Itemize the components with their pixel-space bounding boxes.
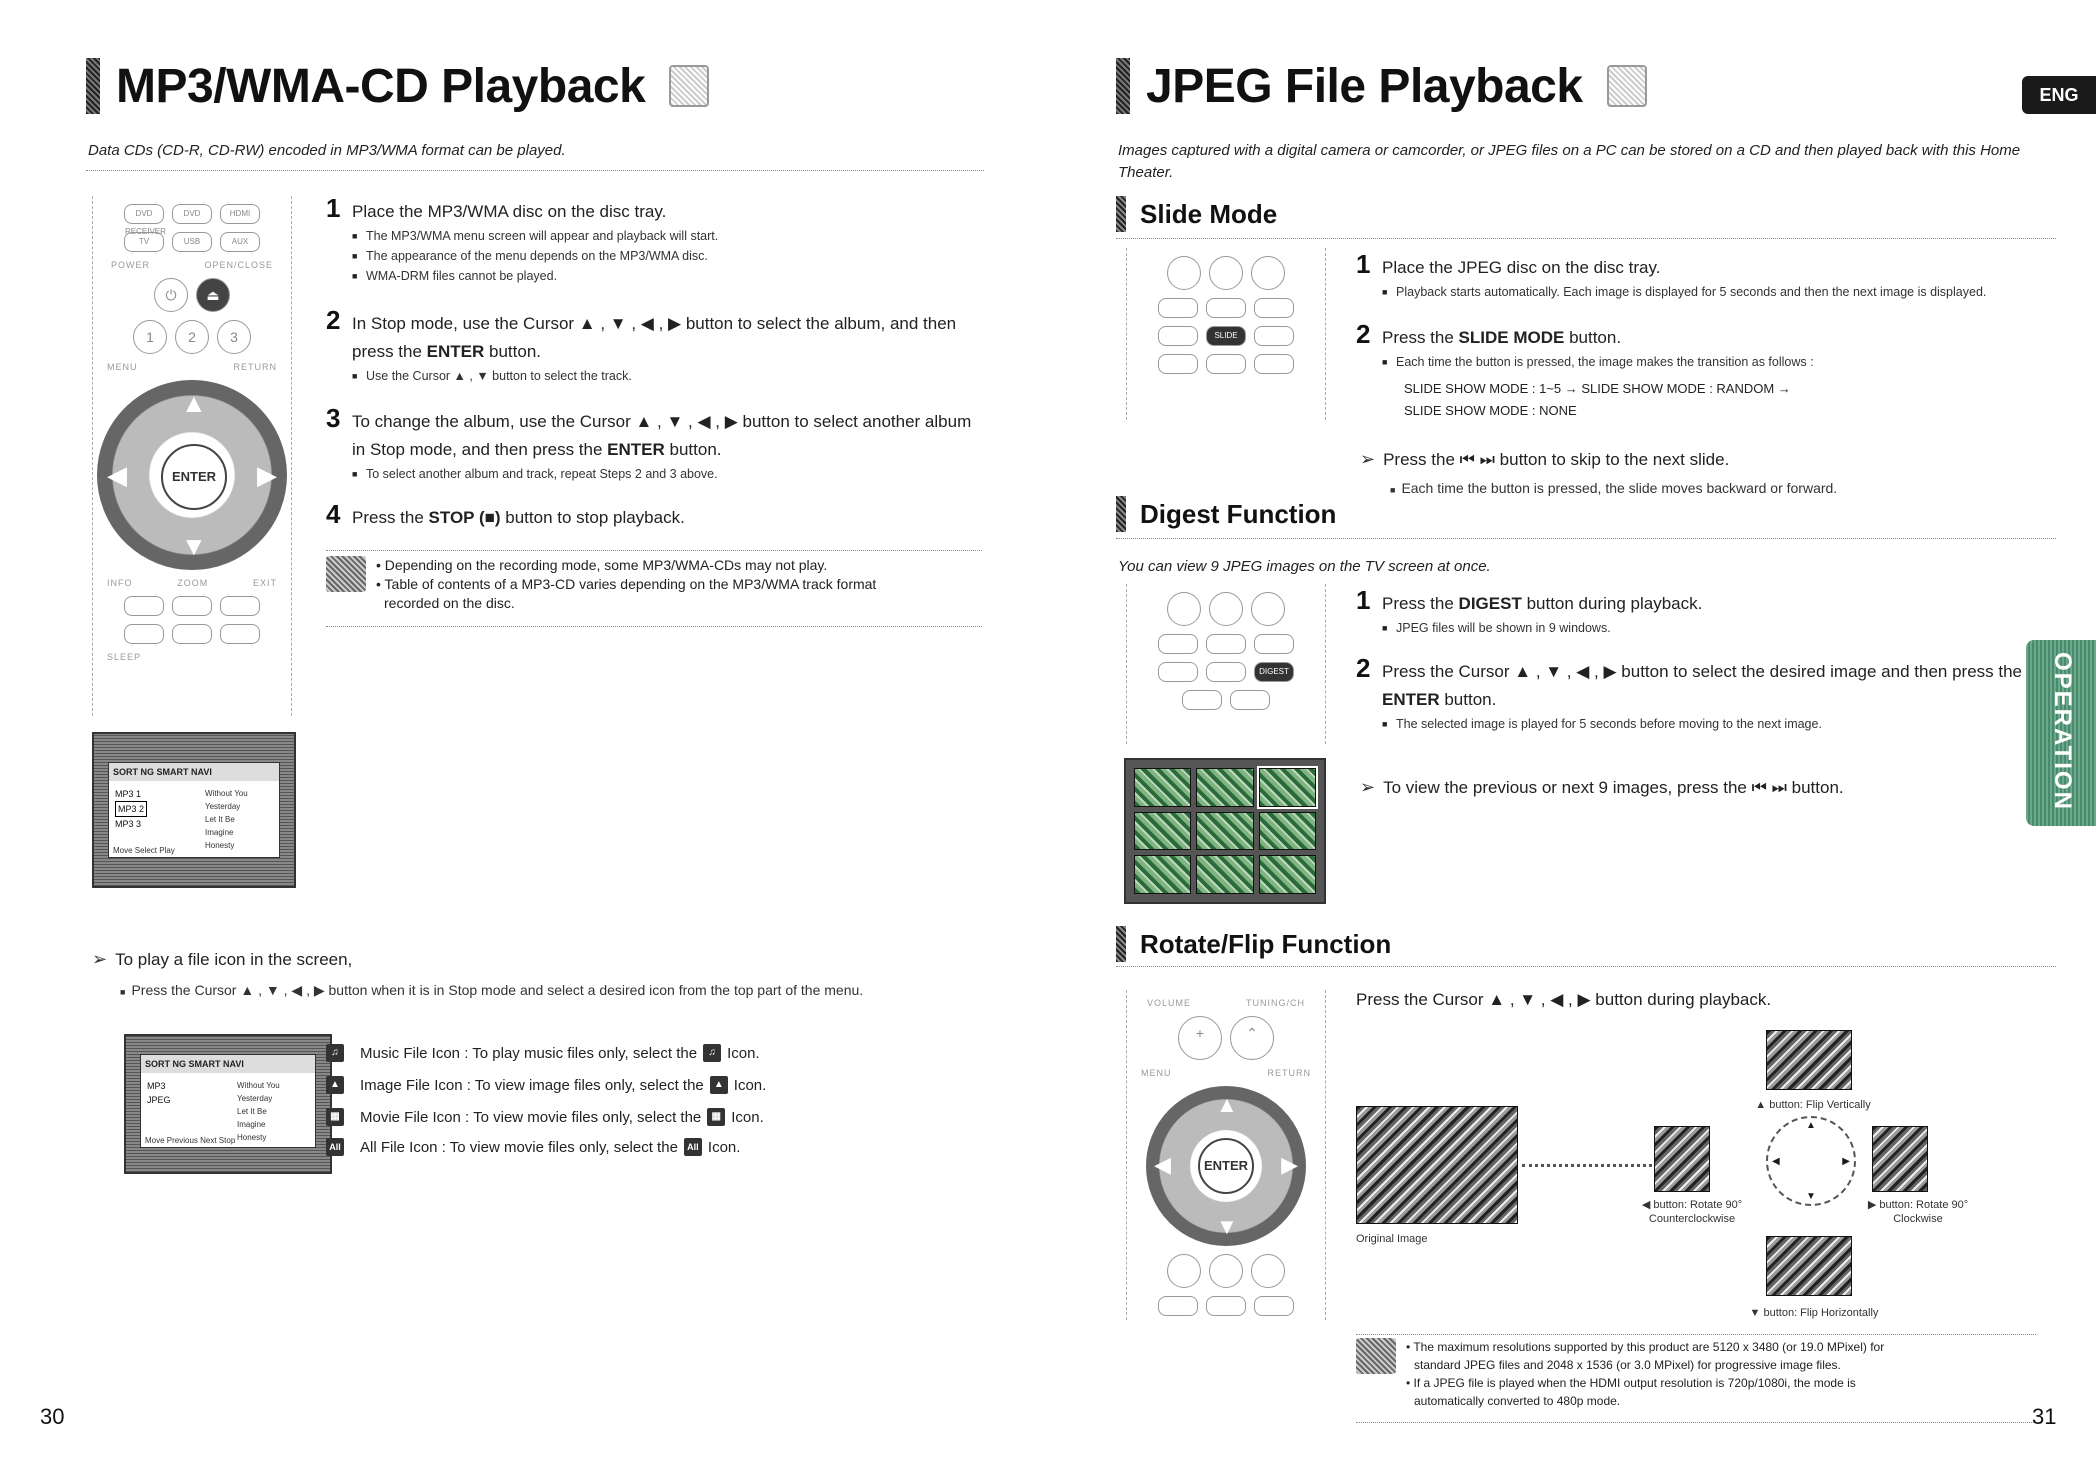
remote-button: DVD RECEIVER (124, 204, 164, 224)
remote-label: ZOOM (177, 578, 209, 588)
remote-button (1209, 592, 1243, 626)
rotate-cw-image (1872, 1126, 1928, 1192)
digest-heading: Digest Function (1116, 496, 1336, 532)
step-bullets (352, 226, 986, 286)
step-bullets (1382, 282, 2036, 302)
remote-partial-slide (1126, 248, 1326, 420)
album-list (147, 1079, 171, 1107)
page-number: 31 (2032, 1404, 2057, 1429)
remote-button (1158, 354, 1198, 374)
note-lines (1406, 1338, 1884, 1410)
tuning-label: TUNING/CH (1246, 998, 1305, 1008)
divider (326, 550, 982, 551)
title-bar-decoration (86, 58, 100, 114)
open-close-label: OPEN/CLOSE (204, 260, 273, 270)
remote-button (1158, 634, 1198, 654)
down-arrow-icon: ▼ (181, 531, 207, 561)
mp3-menu-screen (92, 732, 296, 888)
track-item: Honesty (237, 1133, 267, 1142)
all-file-icon: All (326, 1138, 344, 1156)
remote-button (1254, 326, 1294, 346)
step-number: 1 (1356, 249, 1371, 279)
remote-illustration (92, 196, 292, 716)
note-box (326, 556, 986, 613)
down-arrow-icon: ▼ (1216, 1214, 1238, 1239)
note-line: • If a JPEG file is played when the HDMI output resolution is 720p/1080i, the mode is (1406, 1376, 1856, 1390)
flip-horizontal-image (1766, 1236, 1852, 1296)
screen-footer: Move Select Play (113, 846, 175, 855)
remote-button (124, 624, 164, 644)
image-file-row: ▲ Image File Icon : To view image files only, select the ▲ Icon. (326, 1076, 766, 1094)
remote-button (124, 596, 164, 616)
digest-step-1 (1356, 585, 2036, 638)
step-text: In Stop mode, use the Cursor ▲ , ▼ , ◀ , ▶ button to select the album, and then press the ENTER button. (352, 314, 957, 361)
step-1 (326, 193, 986, 286)
step-number: 3 (326, 403, 341, 433)
step-number: 2 (1356, 319, 1371, 349)
bullet-item: ■ To select another album and track, repeat Steps 2 and 3 above. (352, 464, 986, 484)
file-icon-tip: ➢ To play a file icon in the screen, (92, 949, 353, 969)
album-item: MP3 3 (115, 819, 142, 829)
divider (1116, 238, 2056, 239)
divider (326, 626, 982, 627)
left-arrow-icon: ◀ (1154, 1152, 1171, 1177)
cursor-dpad (1146, 1086, 1306, 1246)
rotate-heading: Rotate/Flip Function (1116, 926, 1391, 962)
remote-button (220, 624, 260, 644)
step-text: Press the STOP (■) button to stop playback. (352, 508, 685, 527)
remote-button (1206, 662, 1246, 682)
remote-button (1167, 256, 1201, 290)
thumbnail (1134, 855, 1191, 894)
bullet-item: ■ The MP3/WMA menu screen will appear and playback will start. (352, 226, 986, 246)
remote-button (1254, 634, 1294, 654)
thumbnail (1134, 812, 1191, 851)
note-line: • Table of contents of a MP3-CD varies depending on the MP3/WMA track format (376, 576, 877, 592)
right-arrow-icon: ▶ (257, 460, 277, 490)
file-icon-menu-screen (124, 1034, 332, 1174)
slide-mode-button: SLIDE MODE (1206, 326, 1246, 346)
slide-step-2 (1356, 319, 2036, 422)
page-number: 30 (40, 1404, 65, 1429)
remote-button: HDMI (220, 204, 260, 224)
remote-button (1206, 298, 1246, 318)
album-item: MP3 2 (115, 801, 147, 817)
divider (1356, 1334, 2036, 1335)
thumbnail-selected (1259, 768, 1316, 807)
step-number: 1 (1356, 585, 1371, 615)
menu-label: MENU (1141, 1068, 1172, 1078)
note-line: • Depending on the recording mode, some MP3/WMA-CDs may not play. (376, 557, 828, 573)
track-list (237, 1079, 280, 1144)
step-text: Press the DIGEST button during playback. (1382, 594, 1703, 613)
track-item: Honesty (205, 841, 235, 850)
original-image-caption: Original Image (1356, 1233, 1428, 1245)
remote-button (1206, 1296, 1246, 1316)
remote-button: AUX (220, 232, 260, 252)
disc-icon (1607, 65, 1647, 107)
remote-button (1251, 1254, 1285, 1288)
step-text: Press the Cursor ▲ , ▼ , ◀ , ▶ button to select the desired image and then press the ENTER button. (1382, 662, 2022, 709)
screen-header: SORT NG SMART NAVI (141, 1055, 315, 1073)
step-3 (326, 403, 986, 484)
track-item: Without You (237, 1081, 280, 1090)
right-page (1048, 0, 2096, 1460)
music-file-row: ♫ Music File Icon : To play music files only, select the ♫ Icon. (326, 1044, 760, 1062)
up-arrow-icon: ▲ (181, 388, 207, 418)
image-file-icon: ▲ (326, 1076, 344, 1094)
remote-button (1206, 354, 1246, 374)
slide-mode-heading: Slide Mode (1116, 196, 1277, 232)
note-line: recorded on the disc. (384, 595, 515, 611)
remote-label: SLEEP (107, 652, 142, 662)
movie-file-icon: ▦ (326, 1108, 344, 1126)
step-2 (326, 305, 986, 386)
screen-inner (140, 1054, 316, 1148)
enter-button: ENTER (161, 444, 227, 510)
tip-arrow-icon: ➢ (92, 949, 108, 969)
note-line: standard JPEG files and 2048 x 1536 (or 3.0 MPixel) for progressive image files. (1414, 1358, 1841, 1372)
power-label: POWER (111, 260, 151, 270)
skip-tip: ➢ Press the ⏮ ⏭ button to skip to the next slide. (1360, 449, 1730, 469)
step-text: Press the SLIDE MODE button. (1382, 328, 1622, 347)
album-list (115, 787, 147, 831)
thumbnail (1134, 768, 1191, 807)
screen-footer: Move Previous Next Stop (145, 1136, 236, 1145)
original-image (1356, 1106, 1518, 1224)
thumbnail (1259, 812, 1316, 851)
step-bullets (352, 464, 986, 484)
music-file-icon: ♫ (703, 1044, 721, 1062)
left-arrow-icon: ◀ (107, 460, 127, 490)
album-item: MP3 1 (115, 789, 142, 799)
step-text: Place the JPEG disc on the disc tray. (1382, 258, 1661, 277)
note-pencil-icon (326, 556, 366, 592)
note-line: automatically converted to 480p mode. (1414, 1394, 1621, 1408)
step-bullets (1382, 714, 2036, 734)
tuning-icon: ⌃ (1230, 1016, 1274, 1060)
slide-step-1 (1356, 249, 2036, 302)
remote-label: EXIT (252, 578, 277, 588)
remote-button (1158, 326, 1198, 346)
flip-vertical-image (1766, 1030, 1852, 1090)
all-file-row: All All File Icon : To view movie files only, select the All Icon. (326, 1138, 740, 1156)
heading-bar-decoration (1116, 196, 1126, 232)
thumbnail (1259, 855, 1316, 894)
remote-button: DVD (172, 204, 212, 224)
digest-button: DIGEST (1254, 662, 1294, 682)
music-file-icon: ♫ (326, 1044, 344, 1062)
power-icon: ⏻ (154, 278, 188, 312)
remote-button (1230, 690, 1270, 710)
remote-button (1167, 1254, 1201, 1288)
bullet-item: ■ WMA-DRM files cannot be played. (352, 266, 986, 286)
divider (86, 170, 984, 171)
track-item: Let It Be (205, 815, 235, 824)
note-lines (376, 556, 876, 613)
note-pencil-icon (1356, 1338, 1396, 1374)
remote-partial-rotate (1126, 990, 1326, 1320)
eject-icon: ⏏ (196, 278, 230, 312)
heading-bar-decoration (1116, 496, 1126, 532)
menu-label: MENU (107, 362, 138, 372)
intro-text: Data CDs (CD-R, CD-RW) encoded in MP3/WMA format can be played. (88, 142, 566, 159)
digest-tip: ➢ To view the previous or next 9 images, press the ⏮ ⏭ button. (1360, 777, 1844, 797)
remote-partial-digest (1126, 584, 1326, 744)
remote-button (1206, 634, 1246, 654)
digest-intro: You can view 9 JPEG images on the TV screen at once. (1118, 558, 1491, 575)
track-item: Imagine (205, 828, 234, 837)
remote-button (172, 596, 212, 616)
number-button: 3 (217, 320, 251, 354)
movie-file-row: ▦ Movie File Icon : To view movie files only, select the ▦ Icon. (326, 1108, 764, 1126)
rotate-cw-caption: ▶ button: Rotate 90° Clockwise (1867, 1199, 1969, 1225)
tip-arrow-icon: ➢ (1360, 777, 1376, 797)
album-item: JPEG (147, 1095, 171, 1105)
tip-bullet: ■ Press the Cursor ▲ , ▼ , ◀ , ▶ button when it is in Stop mode and select a desired icon from the top part of the menu. (120, 982, 864, 998)
track-item: Without You (205, 789, 248, 798)
title-bar-decoration (1116, 58, 1130, 114)
remote-button (220, 596, 260, 616)
title-text: JPEG File Playback (1146, 59, 1583, 113)
heading-bar-decoration (1116, 926, 1126, 962)
track-item: Yesterday (205, 802, 241, 811)
cursor-dpad (97, 380, 287, 570)
bullet-item: ■ Playback starts automatically. Each image is displayed for 5 seconds and then the next image is displayed. (1382, 282, 2036, 302)
rotate-ccw-caption: ◀ button: Rotate 90° Counterclockwise (1641, 1199, 1743, 1225)
remote-button (1167, 592, 1201, 626)
thumbnail (1196, 768, 1253, 807)
return-label: RETURN (1267, 1068, 1311, 1078)
page-title-jpeg (1116, 58, 1647, 114)
remote-button (1251, 256, 1285, 290)
remote-button (172, 624, 212, 644)
image-file-icon: ▲ (710, 1076, 728, 1094)
screen-inner (108, 762, 280, 858)
disc-icon (669, 65, 709, 107)
cursor-ring-icon: ▲ ▼ ◀ ▶ (1766, 1116, 1856, 1206)
note-line: • The maximum resolutions supported by this product are 5120 x 3480 (or 19.0 MPixel) for (1406, 1340, 1885, 1354)
remote-button (1158, 1296, 1198, 1316)
track-list (205, 787, 248, 852)
return-label: RETURN (233, 362, 277, 372)
movie-file-icon: ▦ (707, 1108, 725, 1126)
step-bullets (352, 366, 986, 386)
intro-text: Images captured with a digital camera or camcorder, or JPEG files on a PC can be stored on a CD and then played back with this Home Theater. (1118, 142, 2021, 181)
operation-side-tab (2026, 640, 2096, 826)
number-button: 1 (133, 320, 167, 354)
eng-tab: ENG (2022, 76, 2096, 114)
track-item: Let It Be (237, 1107, 267, 1116)
screen-header: SORT NG SMART NAVI (109, 763, 279, 781)
step-number: 1 (326, 193, 341, 223)
flip-horizontal-caption: ▼ button: Flip Horizontally (1749, 1307, 1879, 1319)
operation-label: OPERATION (2049, 652, 2076, 811)
up-arrow-icon: ▲ (1216, 1092, 1238, 1117)
bullet-item: ■ The selected image is played for 5 seconds before moving to the next image. (1382, 714, 2036, 734)
step-number: 2 (326, 305, 341, 335)
digest-thumbnail-grid (1124, 758, 1326, 904)
enter-button: ENTER (1198, 1138, 1254, 1194)
rotate-instruction: Press the Cursor ▲ , ▼ , ◀ , ▶ button during playback. (1356, 990, 1772, 1009)
remote-button (1182, 690, 1222, 710)
step-4 (326, 499, 986, 532)
step-text: To change the album, use the Cursor ▲ , ▼ , ◀ , ▶ button to select another album in Stop mode, and then press the ENTER button. (352, 412, 972, 459)
step-text: Place the MP3/WMA disc on the disc tray. (352, 202, 667, 221)
album-item: MP3 (147, 1081, 166, 1091)
bullet-item: ■ JPEG files will be shown in 9 windows. (1382, 618, 2036, 638)
remote-button (1254, 1296, 1294, 1316)
skip-tip-bullet: ■ Each time the button is pressed, the slide moves backward or forward. (1390, 480, 1838, 496)
remote-button: USB (172, 232, 212, 252)
tip-arrow-icon: ➢ (1360, 449, 1376, 469)
remote-button (1158, 662, 1198, 682)
right-arrow-icon: ▶ (1281, 1152, 1298, 1177)
slide-sequence: SLIDE SHOW MODE : 1~5 → SLIDE SHOW MODE : RANDOM → SLIDE SHOW MODE : NONE (1404, 381, 1791, 418)
remote-button (1254, 298, 1294, 318)
divider (1116, 966, 2056, 967)
step-number: 4 (326, 499, 341, 529)
remote-button (1251, 592, 1285, 626)
track-item: Yesterday (237, 1094, 273, 1103)
track-item: Imagine (237, 1120, 266, 1129)
volume-icon: + (1178, 1016, 1222, 1060)
remote-button (1254, 354, 1294, 374)
remote-button: TV (124, 232, 164, 252)
remote-label: INFO (107, 578, 133, 588)
title-text: MP3/WMA-CD Playback (116, 59, 646, 113)
thumbnail (1196, 855, 1253, 894)
step-bullets (1382, 352, 2036, 372)
page-title-mp3 (86, 58, 709, 114)
digest-step-2 (1356, 653, 2036, 734)
remote-button (1209, 256, 1243, 290)
thumbnail (1196, 812, 1253, 851)
remote-button (1158, 298, 1198, 318)
bullet-item: ■ Use the Cursor ▲ , ▼ button to select the track. (352, 366, 986, 386)
step-number: 2 (1356, 653, 1371, 683)
rotate-ccw-image (1654, 1126, 1710, 1192)
flip-vertical-caption: ▲ button: Flip Vertically (1755, 1099, 1871, 1111)
divider (1116, 538, 2056, 539)
step-bullets (1382, 618, 2036, 638)
divider (1356, 1422, 2036, 1423)
note-box (1356, 1338, 2036, 1410)
all-file-icon: All (684, 1138, 702, 1156)
number-button: 2 (175, 320, 209, 354)
volume-label: VOLUME (1147, 998, 1192, 1008)
remote-button (1209, 1254, 1243, 1288)
bullet-item: ■ The appearance of the menu depends on the MP3/WMA disc. (352, 246, 986, 266)
bullet-item: ■ Each time the button is pressed, the image makes the transition as follows : (1382, 352, 2036, 372)
